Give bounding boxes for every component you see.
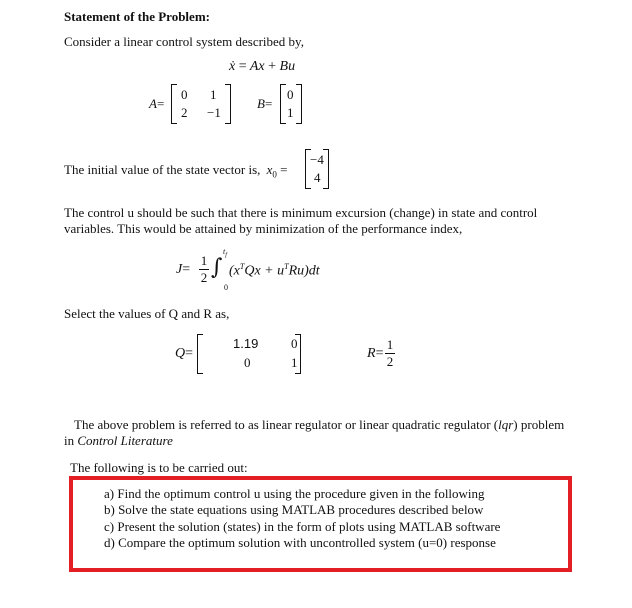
matrix-b-cell: 0 [287, 87, 294, 102]
matrix-a-cell: 2 [181, 105, 188, 120]
section-heading: Statement of the Problem: [64, 9, 210, 24]
initial-state-text: The initial value of the state vector is, $x_0$ = [64, 162, 288, 180]
lqr-paragraph-line1: The above problem is referred to as linear regulator or linear quadratic regulator (lqr) problem [74, 417, 565, 432]
x0-cell: −4 [310, 152, 324, 167]
matrix-a-label: A= [149, 96, 165, 111]
control-paragraph-line2: variables. This would be attained by minimization of the performance index, [64, 221, 463, 236]
task-item: a) Find the optimum control u using the procedure given in the following [104, 486, 485, 501]
matrix-a-cell: −1 [207, 105, 221, 120]
matrix-q-cell: 0 [244, 355, 251, 370]
task-item: d) Compare the optimum solution with uncontrolled system (u=0) response [104, 535, 496, 550]
matrix-q-cell: 1.19 [233, 336, 259, 351]
integral-lower-limit: 0 [224, 283, 228, 292]
intro-text: Consider a linear control system described by, [64, 34, 304, 49]
matrix-b-label: B= [257, 96, 273, 111]
matrix-a-cell: 0 [181, 87, 188, 102]
matrix-q [197, 334, 301, 374]
state-equation: ẋ = Ax + Bu [229, 59, 296, 74]
task-item: c) Present the solution (states) in the form of plots using MATLAB software [104, 519, 501, 534]
matrix-q-cell: 1 [291, 355, 298, 370]
cost-lhs: J= [176, 262, 191, 277]
matrix-b [280, 84, 302, 124]
control-paragraph-line1: The control u should be such that there is minimum excursion (change) in state and control [64, 205, 538, 220]
cost-half-fraction: $\frac{1}{2}$ [200, 253, 208, 285]
matrix-a [171, 84, 231, 124]
task-item: b) Solve the state equations using MATLAB procedures described below [104, 502, 484, 517]
matrix-b-cell: 1 [287, 105, 294, 120]
select-values-text: Select the values of Q and R as, [64, 306, 230, 321]
initial-state-vector [305, 149, 329, 189]
lqr-paragraph-line2: in Control Literature [64, 433, 173, 448]
following-text: The following is to be carried out: [70, 460, 248, 475]
integral-upper-limit: $t_f$ [223, 247, 227, 259]
matrix-q-cell: 0 [291, 336, 298, 351]
integral-sign: ∫ [211, 255, 223, 280]
matrix-q-label: Q= [175, 346, 194, 361]
matrix-r-label: R= [367, 346, 384, 361]
cost-integrand: $(x^TQx + u^TRu)dt$ [229, 262, 320, 279]
matrix-r-fraction: $\frac{1}{2}$ [386, 337, 394, 369]
matrix-a-cell: 1 [210, 87, 217, 102]
x0-cell: 4 [314, 170, 321, 185]
